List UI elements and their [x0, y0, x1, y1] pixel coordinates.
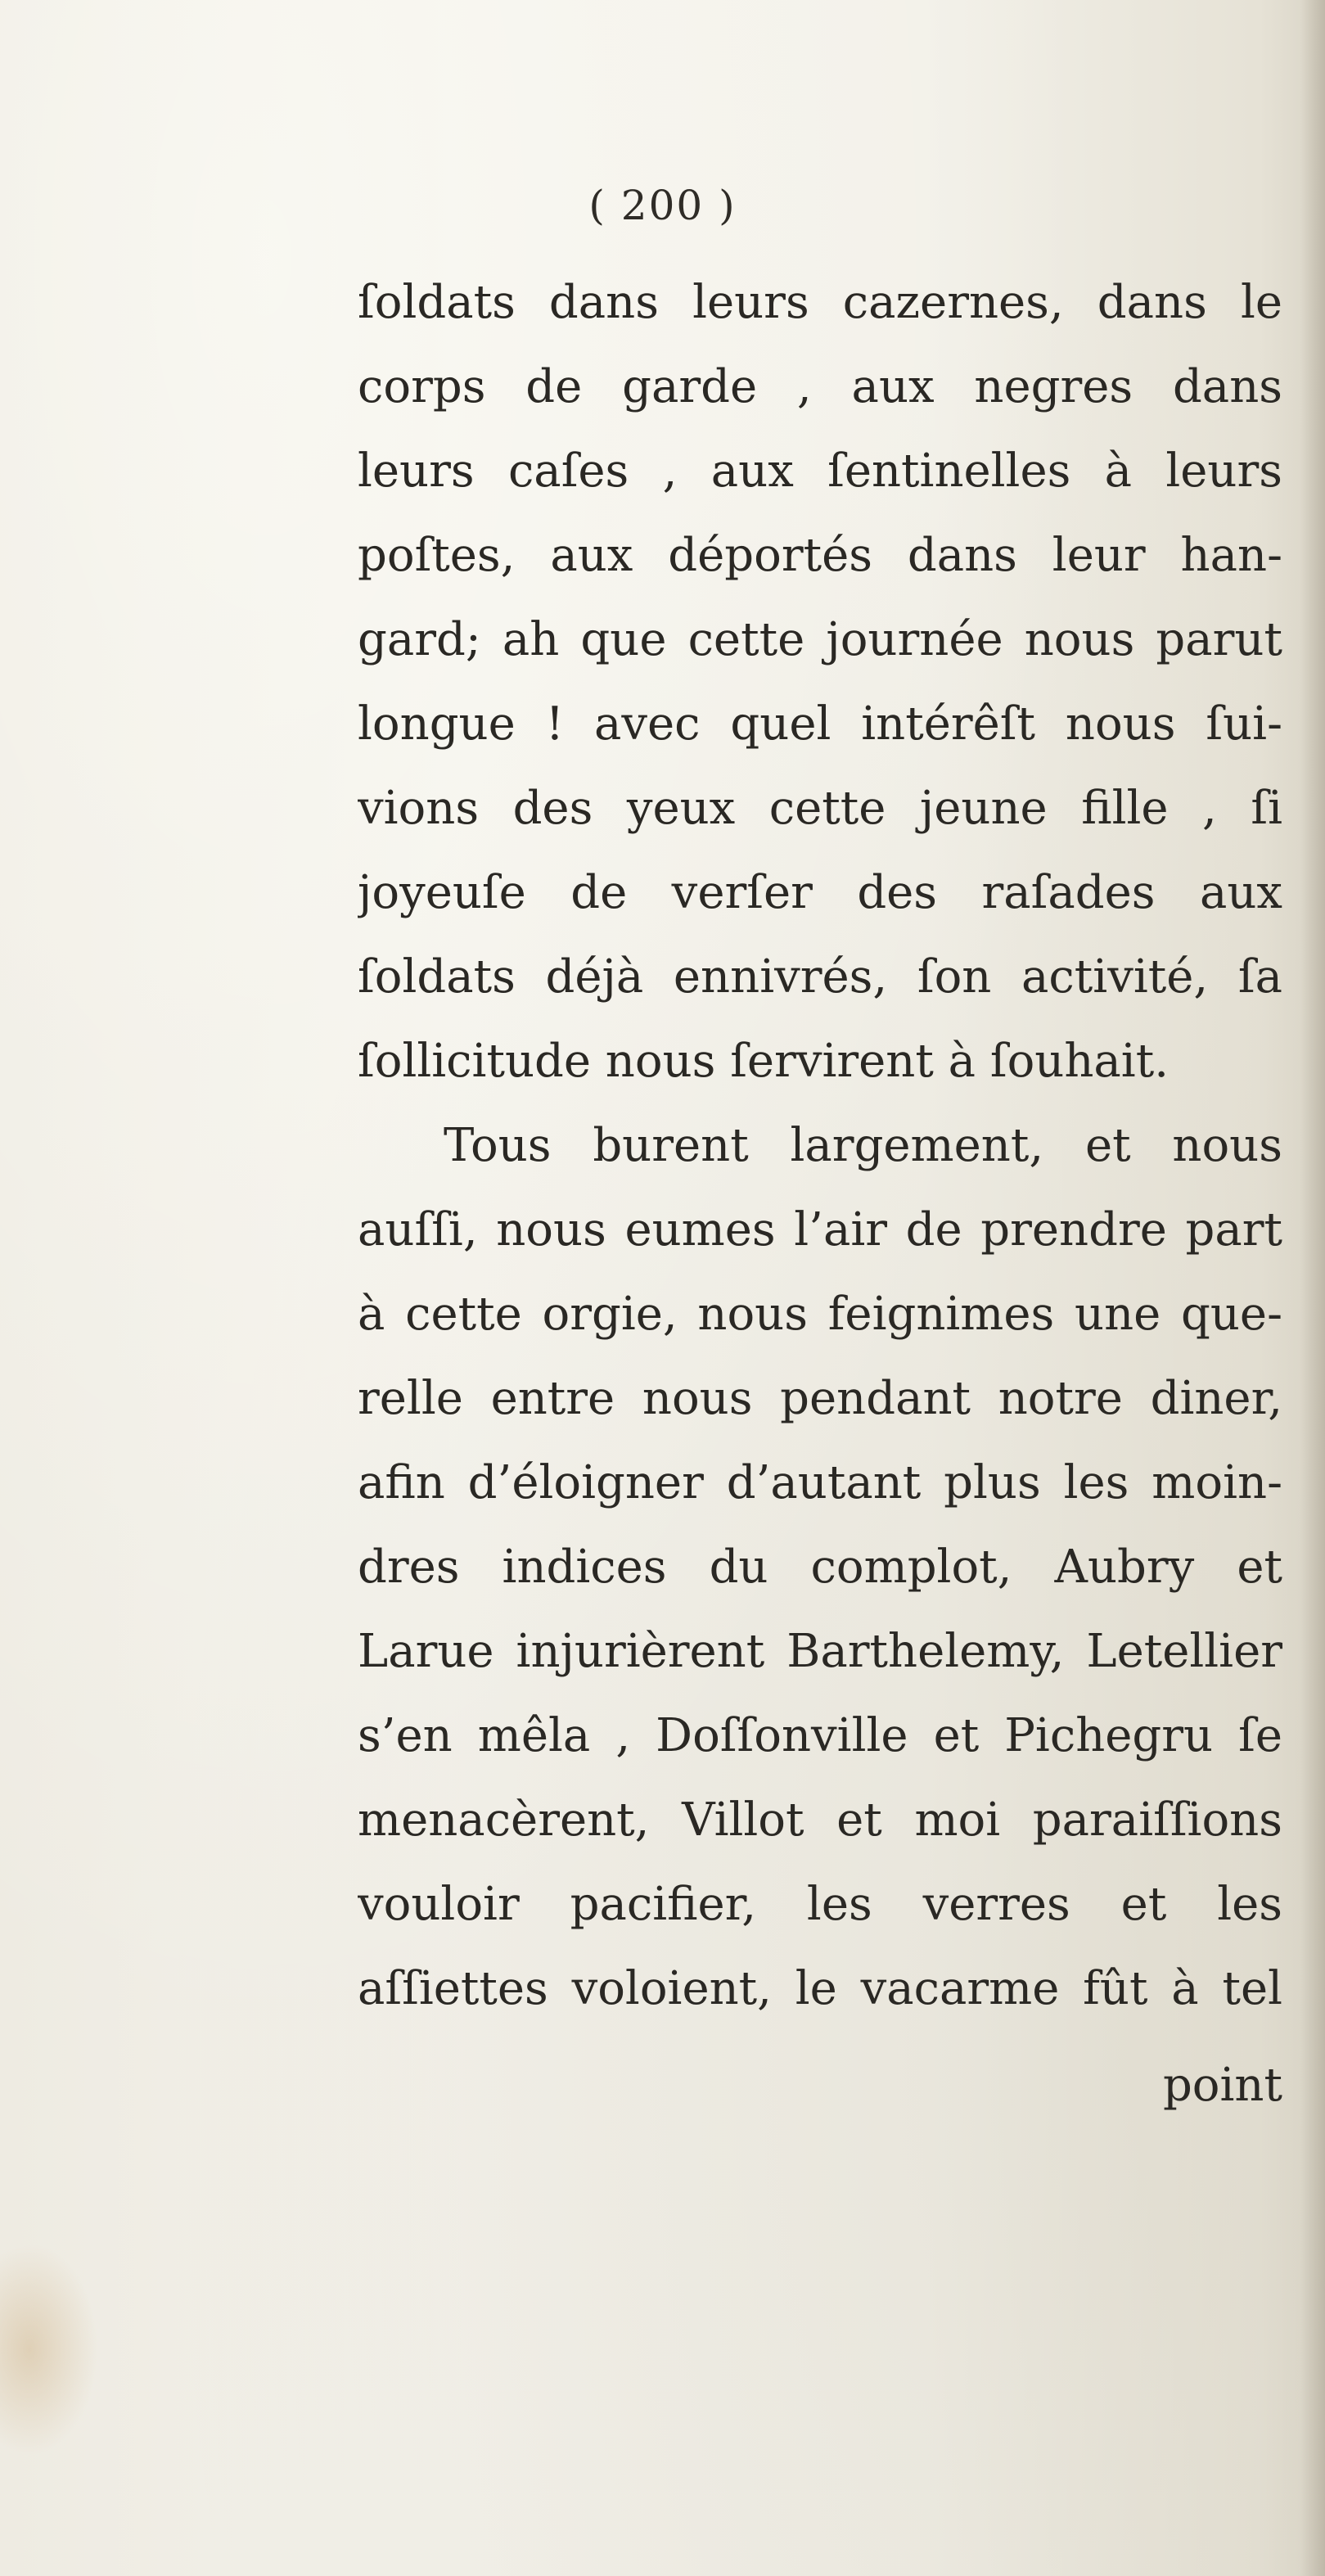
text-line: ſoldats déjà ennivrés, ſon activité, ſa: [358, 950, 1282, 1004]
page-edge-shadow: [1300, 0, 1325, 2576]
text-line: longue ! avec quel intérêſt nous ſui-: [358, 697, 1282, 751]
text-line: aſſiettes voloient, le vacarme fût à tel: [358, 1962, 1282, 2015]
text-line: ſoldats dans leurs cazernes, dans le: [358, 276, 1282, 329]
text-line: à cette orgie, nous feignimes une que-: [358, 1288, 1282, 1341]
text-line: vions des yeux cette jeune fille , ſi: [358, 782, 1282, 835]
text-line: dres indices du complot, Aubry et: [358, 1541, 1282, 1594]
text-line: auſſi, nous eumes l’air de prendre part: [358, 1203, 1282, 1256]
text-line: afin d’éloigner d’autant plus les moin-: [358, 1456, 1282, 1509]
paper-stain: [0, 2243, 98, 2456]
text-line: leurs caſes , aux ſentinelles à leurs: [358, 444, 1282, 498]
text-line: gard; ah que cette journée nous parut: [358, 613, 1282, 666]
text-line: joyeuſe de verſer des raſades aux: [358, 866, 1282, 919]
text-block: [358, 260, 1282, 2127]
catchword: point: [1162, 2059, 1282, 2112]
text-line: Larue injurièrent Barthelemy, Letellier: [358, 1625, 1282, 1678]
text-line: relle entre nous pendant notre diner,: [358, 1372, 1282, 1425]
text-line: menacèrent, Villot et moi paraiſſions: [358, 1793, 1282, 1847]
text-line: s’en mêla , Doſſonville et Pichegru ſe: [358, 1709, 1282, 1762]
text-line: poſtes, aux déportés dans leur han-: [358, 529, 1282, 582]
paragraph-first-line: Tous burent largement, et nous: [444, 1119, 1282, 1172]
text-line: ſollicitude nous ſervirent à ſouhait.: [358, 1035, 1170, 1088]
text-line: corps de garde , aux negres dans: [358, 360, 1282, 413]
page-number: ( 200 ): [588, 182, 737, 229]
text-line: vouloir pacifier, les verres et les: [358, 1878, 1282, 1931]
